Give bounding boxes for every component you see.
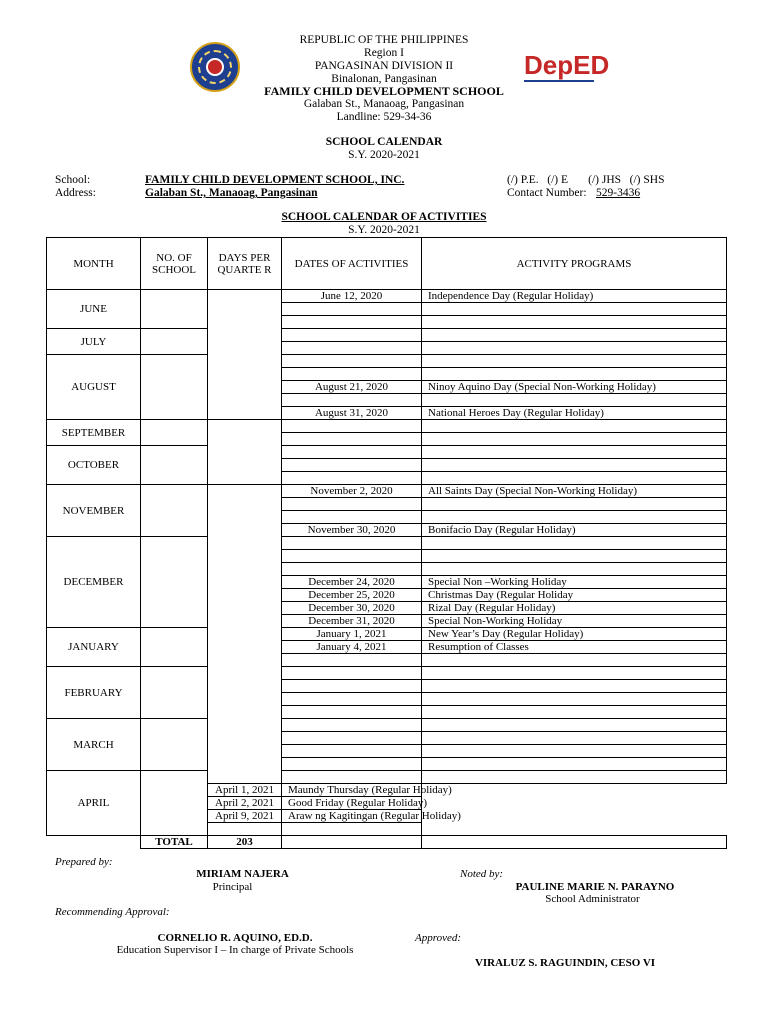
header-municipality: Binalonan, Pangasinan [331, 73, 437, 85]
table-row [47, 719, 727, 732]
calendar-title: SCHOOL CALENDAR [325, 136, 443, 148]
date-cell [282, 303, 422, 316]
table-row [47, 485, 727, 498]
school-cell-april [141, 771, 208, 836]
approved-name: VIRALUZ S. RAGUINDIN, CESO VI [474, 957, 656, 969]
date-cell [282, 433, 422, 446]
header-dates-of-activities: DATES OF ACTIVITIES [282, 238, 422, 290]
program-cell: All Saints Day (Special Non-Working Holiday) [422, 485, 727, 498]
contact-label: Contact Number: [507, 187, 587, 199]
noted-by-label: Noted by: [460, 868, 504, 880]
prepared-name: MIRIAM NAJERA [196, 868, 289, 880]
program-cell [282, 823, 422, 836]
school-value: FAMILY CHILD DEVELOPMENT SCHOOL, INC. [145, 174, 405, 186]
address-label: Address: [55, 187, 96, 199]
total-label: TOTAL [141, 836, 208, 849]
program-cell [422, 693, 727, 706]
month-september: SEPTEMBER [47, 420, 141, 446]
date-cell [282, 745, 422, 758]
date-cell: January 1, 2021 [282, 628, 422, 641]
program-cell [422, 758, 727, 771]
date-cell [282, 537, 422, 550]
table-header-row [47, 238, 727, 290]
table-row [47, 355, 727, 368]
header-region: Region I [364, 47, 404, 59]
calendar-table [46, 237, 727, 849]
date-cell [282, 342, 422, 355]
program-cell: National Heroes Day (Regular Holiday) [422, 407, 727, 420]
recommending-name: CORNELIO R. AQUINO, ED.D. [157, 932, 313, 944]
month-november: NOVEMBER [47, 485, 141, 537]
total-blank [47, 836, 141, 849]
date-cell [282, 706, 422, 719]
deped-logo-text: DepED [524, 50, 610, 80]
program-cell: Special Non –Working Holiday [422, 576, 727, 589]
table-row [47, 420, 727, 433]
program-cell: Maundy Thursday (Regular Holiday) [282, 784, 422, 797]
month-march: MARCH [47, 719, 141, 771]
date-cell: August 31, 2020 [282, 407, 422, 420]
prepared-title: Principal [212, 881, 253, 893]
header-month: MONTH [47, 238, 141, 290]
date-cell [282, 329, 422, 342]
school-cell-december [141, 537, 208, 628]
total-date-blank [282, 836, 422, 849]
school-cell-august [141, 355, 208, 420]
header-street: Galaban St., Manaoag, Pangasinan [303, 98, 465, 110]
table-row [47, 537, 727, 550]
program-cell [422, 459, 727, 472]
program-cell: New Year’s Day (Regular Holiday) [422, 628, 727, 641]
date-cell: December 31, 2020 [282, 615, 422, 628]
days-cell-q2 [208, 420, 282, 485]
days-cell-q1 [208, 290, 282, 420]
noted-name: PAULINE MARIE N. PARAYNO [515, 881, 675, 893]
header-activity-programs: ACTIVITY PROGRAMS [422, 238, 727, 290]
date-cell [282, 771, 422, 784]
header-school-name: FAMILY CHILD DEVELOPMENT SCHOOL [264, 84, 504, 98]
date-cell [282, 394, 422, 407]
program-cell [422, 368, 727, 381]
program-cell [422, 472, 727, 485]
program-cell [422, 303, 727, 316]
program-cell [422, 771, 727, 784]
program-cell: Bonifacio Day (Regular Holiday) [422, 524, 727, 537]
table-row [47, 290, 727, 303]
date-cell [282, 654, 422, 667]
date-cell [282, 550, 422, 563]
program-cell [422, 550, 727, 563]
days-cell-q3-q4 [208, 485, 282, 784]
program-cell [422, 433, 727, 446]
program-cell [422, 446, 727, 459]
school-cell-march [141, 719, 208, 771]
address-value: Galaban St., Manaoag, Pangasinan [145, 187, 318, 199]
program-cell [422, 654, 727, 667]
table-row [47, 446, 727, 459]
month-january: JANUARY [47, 628, 141, 667]
date-cell [282, 420, 422, 433]
date-cell [282, 563, 422, 576]
contact-value: 529-3436 [596, 187, 641, 199]
date-cell [282, 368, 422, 381]
program-cell: Rizal Day (Regular Holiday) [422, 602, 727, 615]
month-february: FEBRUARY [47, 667, 141, 719]
date-cell [282, 472, 422, 485]
program-cell [422, 420, 727, 433]
month-december: DECEMBER [47, 537, 141, 628]
date-cell [282, 459, 422, 472]
date-cell: December 30, 2020 [282, 602, 422, 615]
date-cell [282, 719, 422, 732]
program-cell [422, 706, 727, 719]
date-cell [282, 446, 422, 459]
month-october: OCTOBER [47, 446, 141, 485]
recommending-label: Recommending Approval: [55, 906, 170, 918]
date-cell: December 24, 2020 [282, 576, 422, 589]
program-cell [422, 355, 727, 368]
approved-label: Approved: [415, 932, 462, 944]
total-value: 203 [208, 836, 282, 849]
program-cell [422, 342, 727, 355]
date-cell: April 2, 2021 [208, 797, 282, 810]
date-cell [282, 732, 422, 745]
date-cell: April 1, 2021 [208, 784, 282, 797]
date-cell [282, 498, 422, 511]
program-cell: Ninoy Aquino Day (Special Non-Working Holiday) [422, 381, 727, 394]
table-row [47, 329, 727, 342]
program-cell: Araw ng Kagitingan (Regular Holiday) [282, 810, 422, 823]
header-no-of-school: NO. OF SCHOOL [141, 238, 208, 290]
program-cell [422, 563, 727, 576]
date-cell [282, 693, 422, 706]
date-cell: June 12, 2020 [282, 290, 422, 303]
program-cell: Special Non-Working Holiday [422, 615, 727, 628]
header-days-per-quarter: DAYS PER QUARTE R [208, 238, 282, 290]
date-cell [282, 667, 422, 680]
header-republic: REPUBLIC OF THE PHILIPPINES [299, 34, 469, 46]
total-row [47, 836, 727, 849]
prepared-by-label: Prepared by: [55, 856, 113, 868]
program-cell [422, 394, 727, 407]
month-june: JUNE [47, 290, 141, 329]
date-cell: November 30, 2020 [282, 524, 422, 537]
date-cell [282, 511, 422, 524]
total-program-blank [422, 836, 727, 849]
program-cell [422, 537, 727, 550]
school-cell-october [141, 446, 208, 485]
school-cell-july [141, 329, 208, 355]
date-cell [208, 823, 282, 836]
header-landline: Landline: 529-34-36 [336, 111, 432, 123]
program-cell [422, 745, 727, 758]
school-cell-november [141, 485, 208, 537]
program-cell [422, 719, 727, 732]
program-cell [422, 316, 727, 329]
school-label: School: [55, 174, 91, 186]
date-cell [282, 680, 422, 693]
date-cell: December 25, 2020 [282, 589, 422, 602]
calendar-sy: S.Y. 2020-2021 [348, 149, 420, 161]
table-row [47, 771, 727, 784]
header-division: PANGASINAN DIVISION II [314, 60, 454, 72]
date-cell: January 4, 2021 [282, 641, 422, 654]
month-april: APRIL [47, 771, 141, 836]
table-sy: S.Y. 2020-2021 [348, 224, 420, 236]
school-cell-february [141, 667, 208, 719]
school-cell-september [141, 420, 208, 446]
school-cell-january [141, 628, 208, 667]
program-cell [422, 732, 727, 745]
program-cell [422, 329, 727, 342]
noted-title: School Administrator [545, 893, 640, 905]
date-cell [282, 355, 422, 368]
month-july: JULY [47, 329, 141, 355]
month-august: AUGUST [47, 355, 141, 420]
program-cell: Good Friday (Regular Holiday) [282, 797, 422, 810]
program-cell: Christmas Day (Regular Holiday [422, 589, 727, 602]
school-cell-june [141, 290, 208, 329]
program-cell [422, 498, 727, 511]
date-cell: November 2, 2020 [282, 485, 422, 498]
date-cell [282, 316, 422, 329]
program-cell: Resumption of Classes [422, 641, 727, 654]
recommending-title: Education Supervisor I – In charge of Private Schools [116, 944, 354, 956]
program-cell [422, 667, 727, 680]
program-cell [422, 680, 727, 693]
date-cell: April 9, 2021 [208, 810, 282, 823]
table-title: SCHOOL CALENDAR OF ACTIVITIES [281, 211, 487, 223]
levels-checklist: (/) P.E. (/) E (/) JHS (/) SHS [507, 174, 665, 186]
program-cell: Independence Day (Regular Holiday) [422, 290, 727, 303]
date-cell: August 21, 2020 [282, 381, 422, 394]
table-row [47, 628, 727, 641]
program-cell [422, 511, 727, 524]
date-cell [282, 758, 422, 771]
table-row [47, 667, 727, 680]
